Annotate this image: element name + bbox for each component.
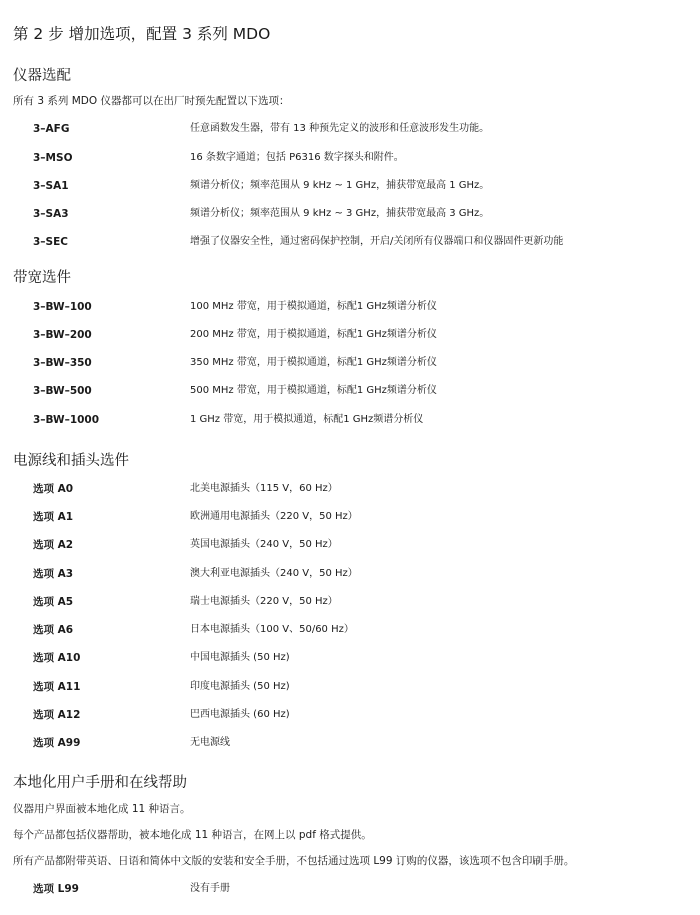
option-code: 选项 A10 [33,652,81,664]
option-code: 选项 A2 [33,539,74,551]
option-code: 选项 A1 [33,511,74,523]
option-desc: 没有手册 [190,883,230,894]
option-desc: 100 MHz 带宽，用于模拟通道，标配1 GHz频谱分析仪 [190,301,437,312]
option-desc: 北美电源插头（115 V，60 Hz） [190,483,338,494]
section-heading-bandwidth: 带宽选件 [13,270,71,286]
option-row [0,881,700,897]
option-row [0,327,700,343]
option-desc: 巴西电源插头 (60 Hz) [190,709,290,720]
option-row [0,650,700,666]
option-code: 3–MSO [33,152,73,164]
option-code: 选项 A11 [33,681,81,693]
option-code: 3–BW–500 [33,385,92,397]
section-intro-instrument: 所有 3 系列 MDO 仪器都可以在出厂时预先配置以下选项： [13,95,290,107]
option-row [0,234,700,250]
option-desc: 增强了仪器安全性，通过密码保护控制，开启/关闭所有仪器端口和仪器固件更新功能 [190,236,564,247]
option-row [0,355,700,371]
option-row [0,178,700,194]
option-code: 3–BW–350 [33,357,92,369]
option-row [0,537,700,553]
option-code: 3–AFG [33,123,70,135]
option-code: 3–SA3 [33,208,69,220]
option-desc: 200 MHz 带宽，用于模拟通道，标配1 GHz频谱分析仪 [190,329,437,340]
page-title: 第 2 步 增加选项，配置 3 系列 MDO [13,25,271,43]
option-code: 3–BW–1000 [33,414,100,426]
option-row [0,412,700,428]
option-code: 选项 L99 [33,883,79,895]
paragraph: 所有产品都附带英语、日语和简体中文版的安装和安全手册，不包括通过选项 L99 订购的仪器，该选项不包含印刷手册。 [13,855,575,867]
paragraph: 每个产品都包括仪器帮助，被本地化成 11 种语言，在网上以 pdf 格式提供。 [13,829,372,841]
option-code: 选项 A3 [33,568,74,580]
option-desc: 瑞士电源插头（220 V，50 Hz） [190,596,338,607]
option-row [0,594,700,610]
option-row [0,509,700,525]
option-code: 选项 A0 [33,483,74,495]
option-code: 3–SA1 [33,180,69,192]
option-desc: 英国电源插头（240 V，50 Hz） [190,539,338,550]
option-desc: 印度电源插头 (50 Hz) [190,681,290,692]
option-code: 选项 A12 [33,709,81,721]
option-row [0,150,700,166]
option-row [0,707,700,723]
option-desc: 欧洲通用电源插头（220 V，50 Hz） [190,511,358,522]
option-row [0,383,700,399]
option-desc: 500 MHz 带宽，用于模拟通道，标配1 GHz频谱分析仪 [190,385,437,396]
option-desc: 澳大利亚电源插头（240 V，50 Hz） [190,568,358,579]
option-row [0,121,700,137]
option-row [0,735,700,751]
option-desc: 中国电源插头 (50 Hz) [190,652,290,663]
option-desc: 16 条数字通道；包括 P6316 数字探头和附件。 [190,152,404,163]
option-desc: 日本电源插头（100 V、50/60 Hz） [190,624,354,635]
section-heading-instrument: 仪器选配 [13,68,71,84]
option-code: 3–BW–100 [33,301,92,313]
option-row [0,299,700,315]
option-code: 选项 A5 [33,596,74,608]
option-desc: 无电源线 [190,737,230,748]
option-code: 3–SEC [33,236,68,248]
option-row [0,679,700,695]
option-desc: 1 GHz 带宽，用于模拟通道，标配1 GHz频谱分析仪 [190,414,424,425]
section-heading-localization: 本地化用户手册和在线帮助 [13,775,187,791]
option-desc: 任意函数发生器，带有 13 种预先定义的波形和任意波形发生功能。 [190,123,490,134]
section-heading-power: 电源线和插头选件 [13,453,129,469]
option-row [0,206,700,222]
option-row [0,566,700,582]
option-row [0,481,700,497]
option-desc: 350 MHz 带宽，用于模拟通道，标配1 GHz频谱分析仪 [190,357,437,368]
option-code: 3–BW–200 [33,329,92,341]
option-desc: 频谱分析仪；频率范围从 9 kHz ~ 3 GHz，捕获带宽最高 3 GHz。 [190,208,490,219]
paragraph: 仪器用户界面被本地化成 11 种语言。 [13,803,191,815]
option-code: 选项 A6 [33,624,74,636]
option-desc: 频谱分析仪；频率范围从 9 kHz ~ 1 GHz，捕获带宽最高 1 GHz。 [190,180,490,191]
option-code: 选项 A99 [33,737,81,749]
option-row [0,622,700,638]
